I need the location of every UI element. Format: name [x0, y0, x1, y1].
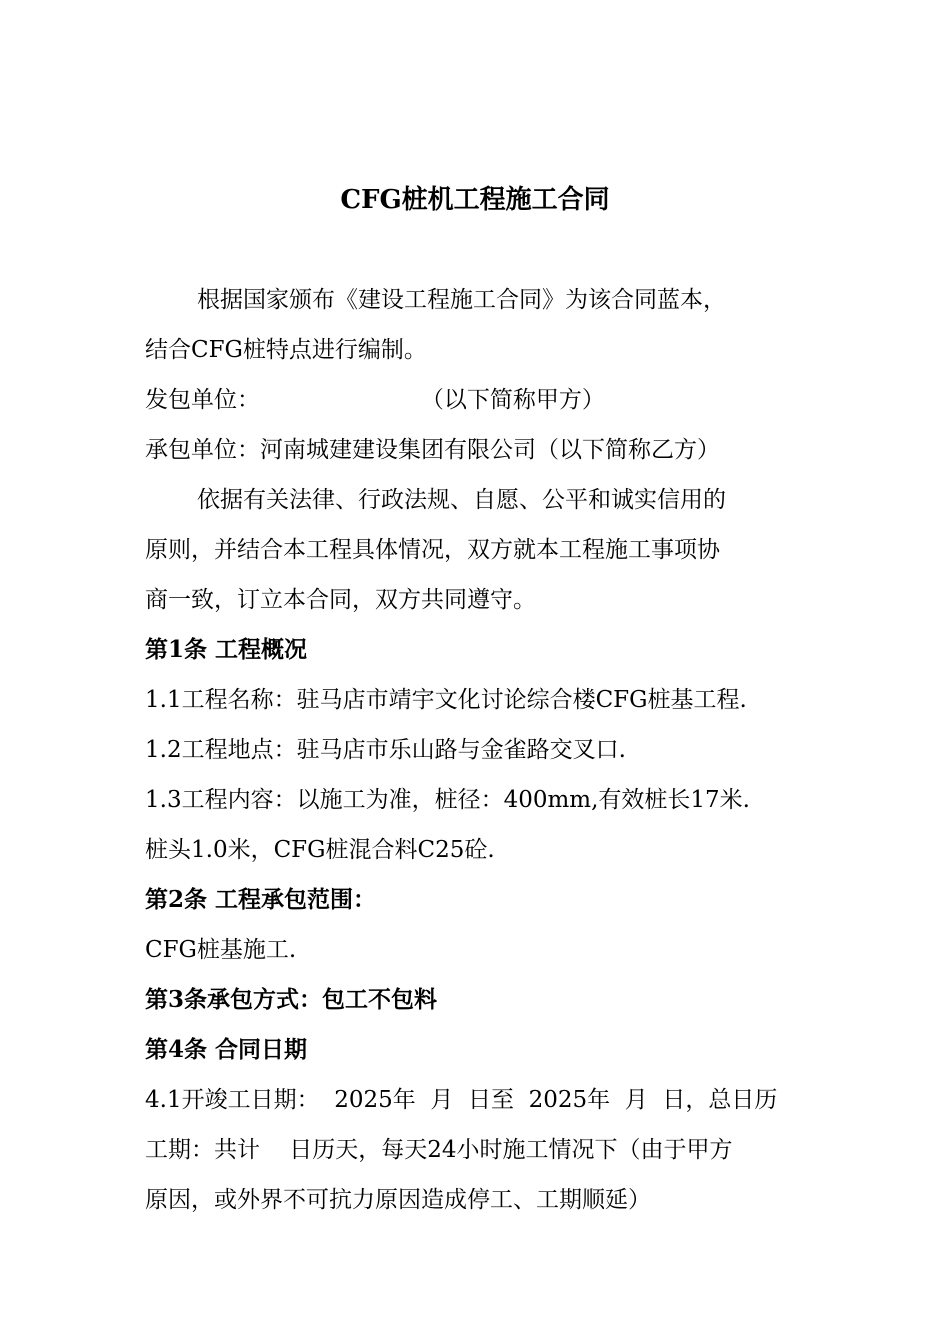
paragraph-line: 结合CFG桩特点进行编制。	[145, 337, 427, 363]
article-heading: 第2条 工程承包范围：	[145, 886, 377, 913]
paragraph-line: 原则，并结合本工程具体情况，双方就本工程施工事项协	[145, 537, 720, 563]
clause-line: 桩头1.0米，CFG桩混合料C25砼.	[145, 837, 495, 863]
client-line: 发包单位： （以下简称甲方）	[145, 387, 605, 413]
document-title: CFG桩机工程施工合同	[340, 185, 610, 215]
paragraph-line: 根据国家颁布《建设工程施工合同》为该合同蓝本，	[197, 287, 726, 313]
clause-line: 4.1开竣工日期： 2025年 月 日至 2025年 月 日，总日历	[145, 1087, 778, 1113]
article-heading: 第4条 合同日期	[145, 1036, 308, 1063]
document-body	[145, 275, 810, 1225]
paragraph-line: 依据有关法律、行政法规、自愿、公平和诚实信用的	[197, 487, 726, 513]
clause-line: 1.1工程名称：驻马店市靖宇文化讨论综合楼CFG桩基工程.	[145, 687, 747, 713]
article-heading: 第3条承包方式：包工不包料	[145, 986, 438, 1013]
paragraph-line: 商一致，订立本合同，双方共同遵守。	[145, 587, 536, 613]
contractor-line: 承包单位：河南城建建设集团有限公司（以下简称乙方）	[145, 437, 720, 463]
clause-line: 1.3工程内容：以施工为准，桩径：400mm,有效桩长17米.	[145, 787, 750, 813]
clause-line: 1.2工程地点：驻马店市乐山路与金雀路交叉口.	[145, 737, 626, 763]
clause-line: 工期：共计 日历天，每天24小时施工情况下（由于甲方	[145, 1137, 733, 1163]
article-heading: 第1条 工程概况	[145, 636, 308, 663]
clause-line: 原因，或外界不可抗力原因造成停工、工期顺延）	[145, 1187, 651, 1213]
clause-line: CFG桩基施工.	[145, 937, 297, 963]
